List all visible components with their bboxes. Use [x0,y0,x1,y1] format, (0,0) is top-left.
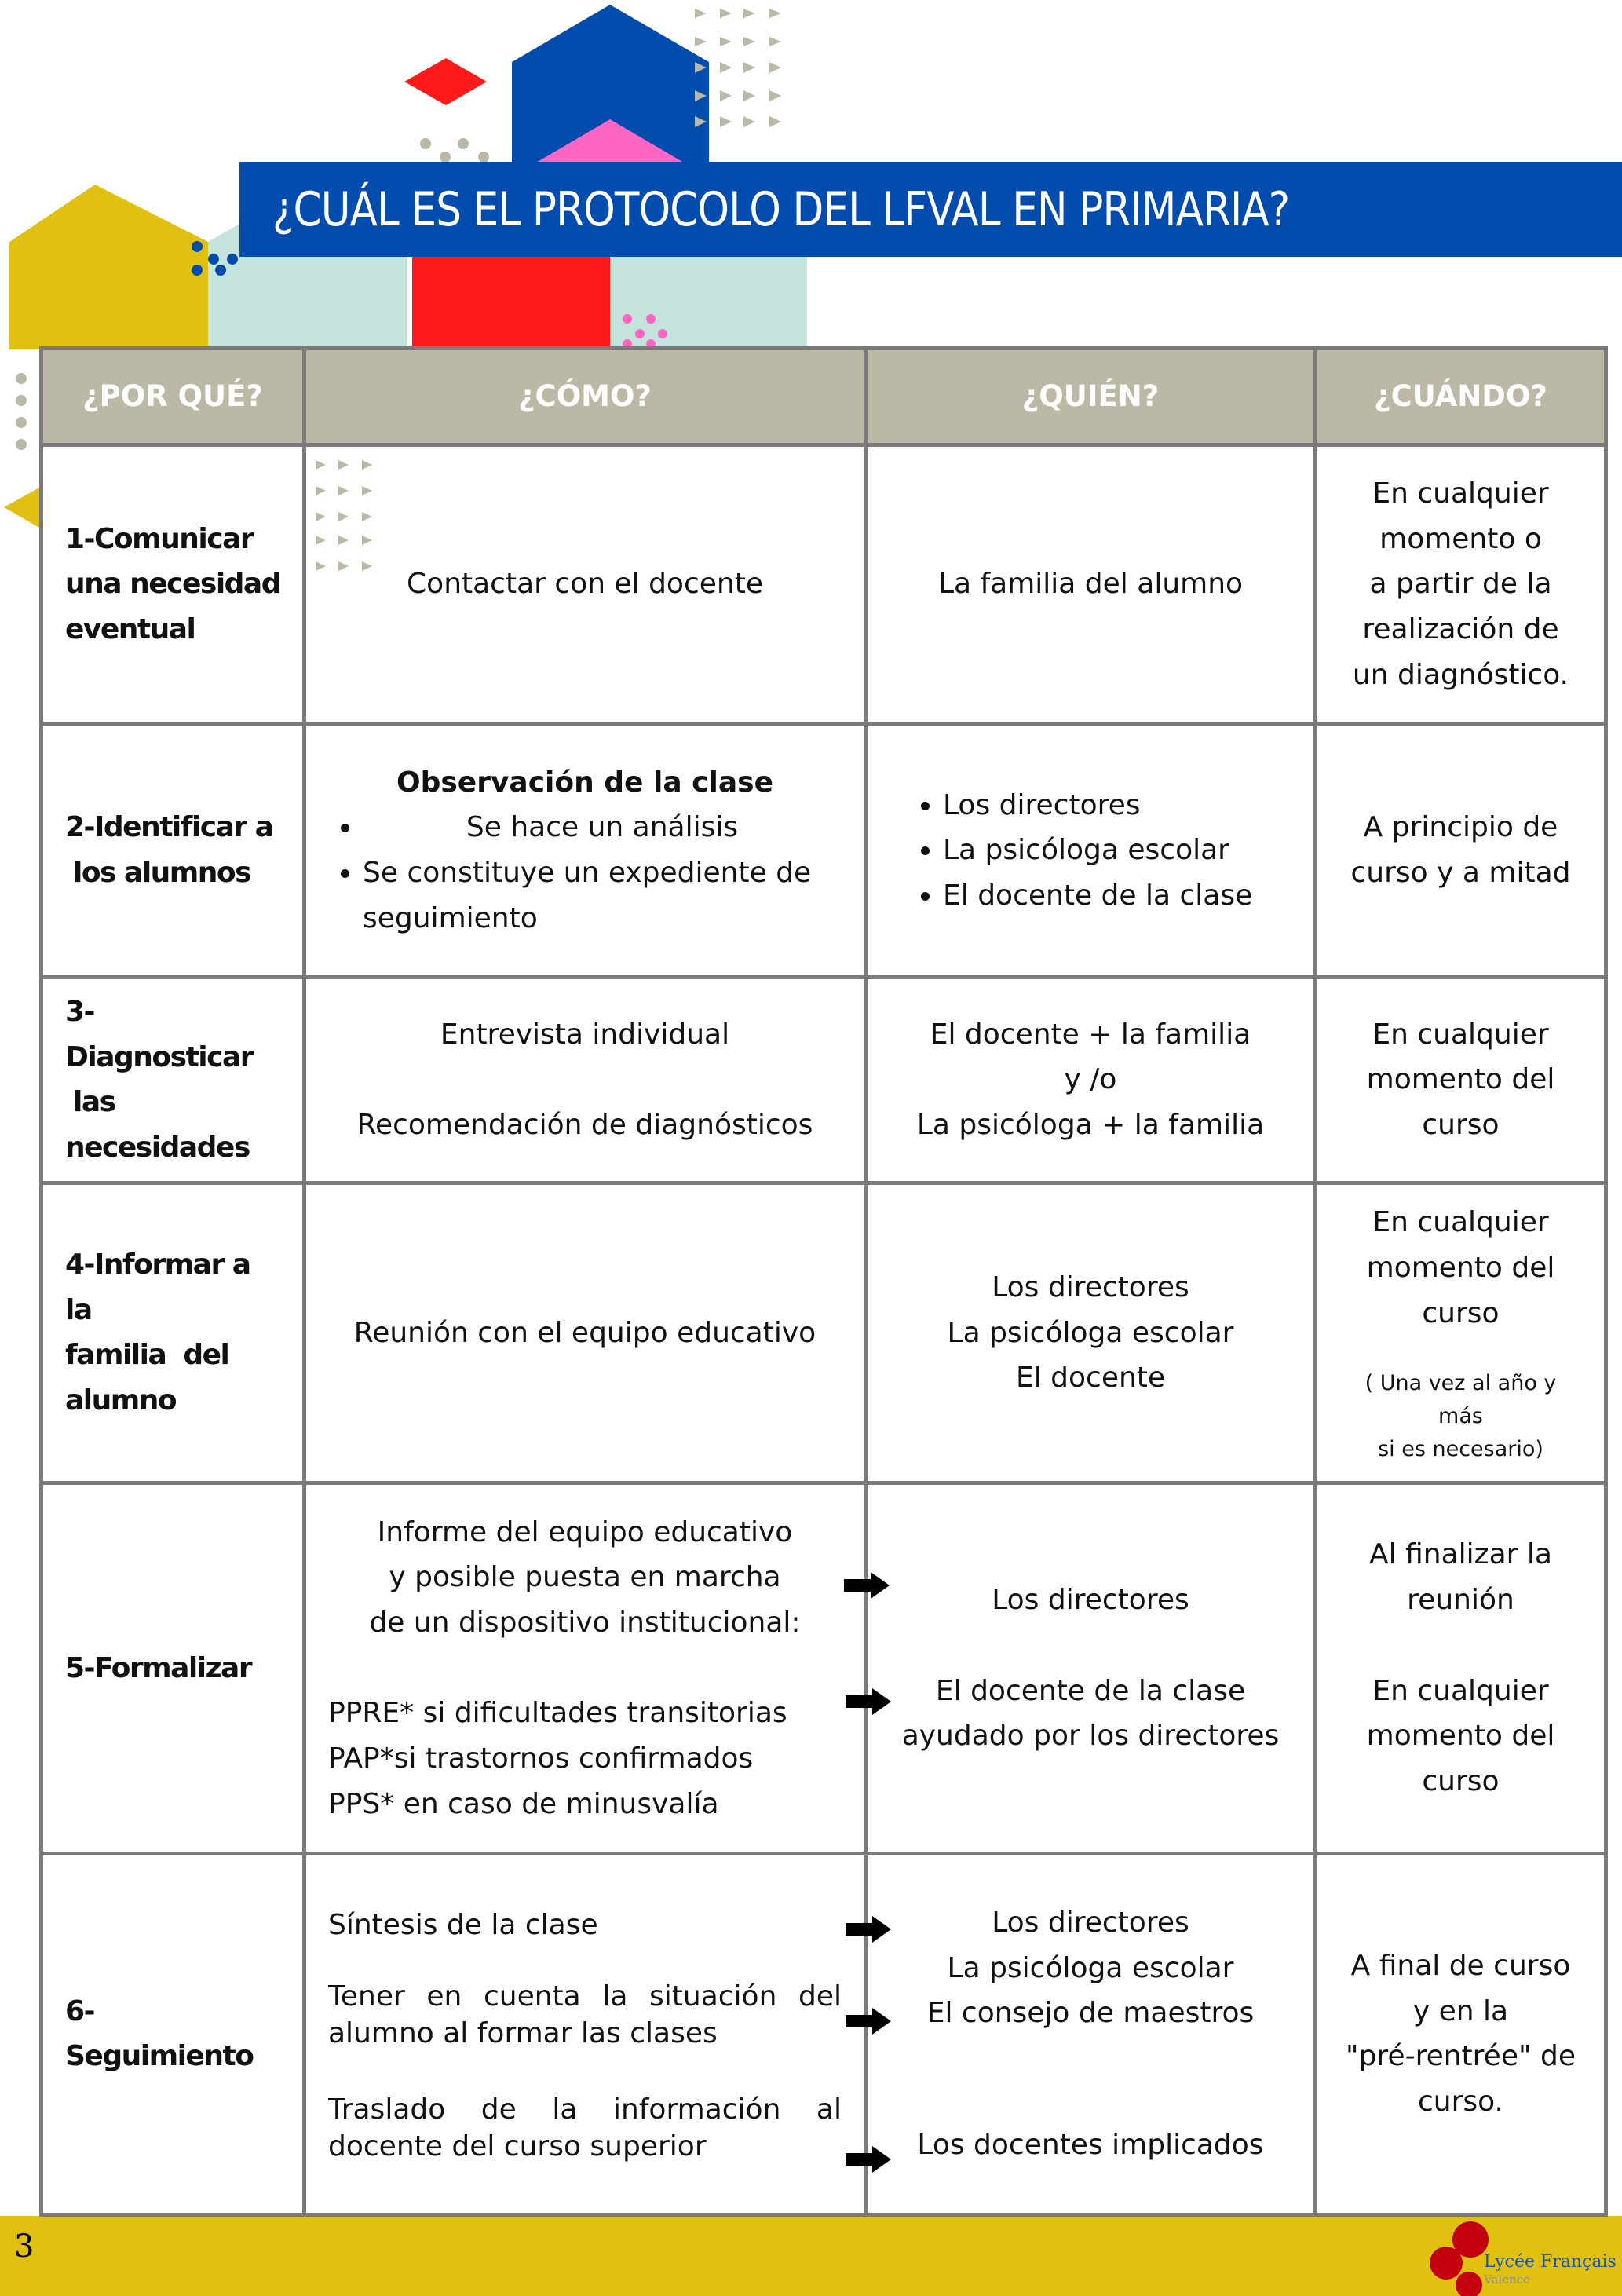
left-yellow-triangle [4,488,39,528]
why-line: 1-Comunicar [65,522,254,555]
how-item: Tener en cuenta la situación del alumno al formar las clases [328,1980,842,2050]
who-bullet: • El docente de la clase [943,873,1291,919]
header-how: ¿CÓMO? [305,349,866,445]
why-cell [42,1853,305,2214]
when-line: curso. [1417,2085,1503,2118]
why-cell [42,977,305,1183]
yellow-house-shape [9,185,208,349]
who-cell [866,977,1316,1183]
when-line: a partir de la [1369,568,1552,601]
table-header-row [42,349,1606,445]
arrow-right-icon [846,1916,891,1943]
when-note: si es necesario) [1378,1436,1543,1461]
who-line: El docente de la clase [935,1674,1246,1707]
when-line: curso [1422,1764,1500,1797]
how-line: y posible puesta en marcha [389,1561,781,1594]
when-line: momento del [1366,1063,1555,1096]
gray-triangle-pattern-row1 [316,457,378,583]
who-line: La psicóloga + la familia [916,1109,1265,1141]
how-cell [305,1483,866,1853]
when-line: reunión [1407,1583,1514,1616]
page-number: 3 [14,2228,35,2265]
who-line: Los directores [992,1583,1189,1616]
logo-city: Valence [1484,2272,1531,2287]
how-line: Recomendación de diagnósticos [356,1109,813,1142]
when-cell [1316,977,1606,1183]
who-line: Los docentes implicados [917,2128,1264,2161]
when-line: momento del [1366,1720,1555,1753]
how-line: Informe del equipo educativo [377,1515,793,1548]
how-line: Contactar con el docente [407,568,763,601]
logo-name: Lycée Français [1484,2252,1617,2272]
who-cell [866,445,1316,724]
why-line: 4-Informar a la [65,1249,250,1326]
who-cell [866,1853,1316,2214]
who-line: ayudado por los directores [901,1720,1280,1753]
when-line: En cualquier [1372,477,1549,510]
who-line: El docente + la familia [930,1018,1251,1051]
when-line: En cualquier [1372,1018,1549,1051]
how-line: Reunión con el equipo educativo [353,1316,816,1349]
how-item: Síntesis de la clase [328,1908,598,1941]
how-title: Observación de la clase [396,766,773,799]
when-line: curso y a mitad [1350,856,1571,889]
page-title: ¿CUÁL ES EL PROTOCOLO DEL LFVAL EN PRIMARIA? [272,181,1290,237]
when-cell [1316,1183,1606,1483]
when-line: realización de [1362,612,1559,645]
when-line: momento del [1366,1251,1555,1284]
why-line: eventual [65,612,195,645]
how-list-item: PPRE* si dificultades transitorias [328,1697,787,1730]
arrow-right-icon [844,1572,890,1599]
how-item: Traslado de la información al docente del curso superior [328,2093,842,2163]
why-line: 3-Diagnosticar [65,996,254,1073]
red-block-shape [412,257,610,349]
why-line: 5-Formalizar [65,1651,252,1684]
when-line: "pré-rentrée" de [1346,2040,1576,2073]
why-cell [42,724,305,977]
when-line: momento o [1379,522,1542,555]
footer-band [0,2216,1622,2296]
how-line: de un dispositivo institucional: [369,1606,801,1639]
who-bullet: • Los directores [943,783,1291,828]
how-line: Entrevista individual [440,1018,730,1051]
spacer [890,2036,1291,2122]
how-cell [305,977,866,1183]
when-cell [1316,724,1606,977]
who-line: La psicóloga escolar [947,1951,1234,1984]
spacer [890,1623,1291,1669]
arrow-right-icon [846,2146,891,2173]
who-cell [866,1183,1316,1483]
table-row [42,445,1606,724]
table-row [42,1853,1606,2214]
spacer [328,1947,842,1979]
why-line: alumno [65,1384,177,1417]
when-cell [1316,1483,1606,1853]
when-line: curso [1422,1296,1500,1329]
when-cell [1316,1853,1606,2214]
how-list-item: PAP*si trastornos confirmados [328,1742,754,1775]
protocol-table [39,346,1608,2217]
who-line: y /o [1064,1063,1117,1096]
header-when: ¿CUÁNDO? [1316,349,1606,445]
when-line: Al finalizar la [1369,1538,1552,1571]
who-line: La familia del alumno [937,568,1244,601]
how-cell [305,724,866,977]
when-line: un diagnóstico. [1352,658,1569,691]
why-line: necesidades [65,1131,250,1164]
who-line: El docente [1015,1362,1166,1395]
who-line: El consejo de maestros [926,1997,1255,2030]
spacer [1339,1336,1582,1367]
when-line: A principio de [1363,811,1558,844]
spacer [328,1057,842,1102]
who-line: La psicóloga escolar [947,1316,1234,1349]
title-banner [239,162,1622,257]
why-line: 2-Identificar a [65,811,273,844]
how-cell [305,1183,866,1483]
who-line: Los directores [992,1271,1189,1304]
table-row [42,977,1606,1183]
table-row [42,1483,1606,1853]
why-line: los alumnos [73,856,251,889]
when-line: y en la [1412,1994,1509,2027]
red-diamond-shape [404,58,487,105]
when-line: A final de curso [1350,1950,1571,1983]
why-line: una necesidad [65,568,280,601]
why-cell [42,1483,305,1853]
header-who: ¿QUIÉN? [866,349,1316,445]
when-note: ( Una vez al año y más [1364,1371,1557,1428]
how-cell [305,1853,866,2214]
header-why: ¿POR QUÉ? [42,349,305,445]
gray-dot-pattern [420,138,489,163]
when-line: En cualquier [1372,1674,1549,1707]
who-line: Los directores [992,1907,1189,1940]
spacer [328,1645,842,1691]
why-cell [42,445,305,724]
why-cell [42,1183,305,1483]
how-bullet: • Se constituye un expediente de seguimiento [363,850,842,941]
who-cell [866,724,1316,977]
table-row [42,1183,1606,1483]
how-cell [305,445,866,724]
spacer [328,2053,842,2092]
when-line: curso [1422,1109,1500,1141]
why-line: familia del [65,1339,229,1372]
who-cell [866,1483,1316,1853]
arrow-right-icon [846,1688,891,1715]
how-bullet: • Se hace un análisis [363,805,842,850]
when-line: En cualquier [1372,1206,1549,1239]
how-list-item: PPS* en caso de minusvalía [328,1787,719,1820]
who-bullet: • La psicóloga escolar [943,828,1291,873]
why-line: 6-Seguimiento [65,1994,254,2073]
spacer [1339,1623,1582,1669]
why-line: las [73,1086,115,1119]
table-row [42,724,1606,977]
left-gray-dots [16,373,27,450]
arrow-right-icon [846,2008,891,2035]
when-cell [1316,445,1606,724]
